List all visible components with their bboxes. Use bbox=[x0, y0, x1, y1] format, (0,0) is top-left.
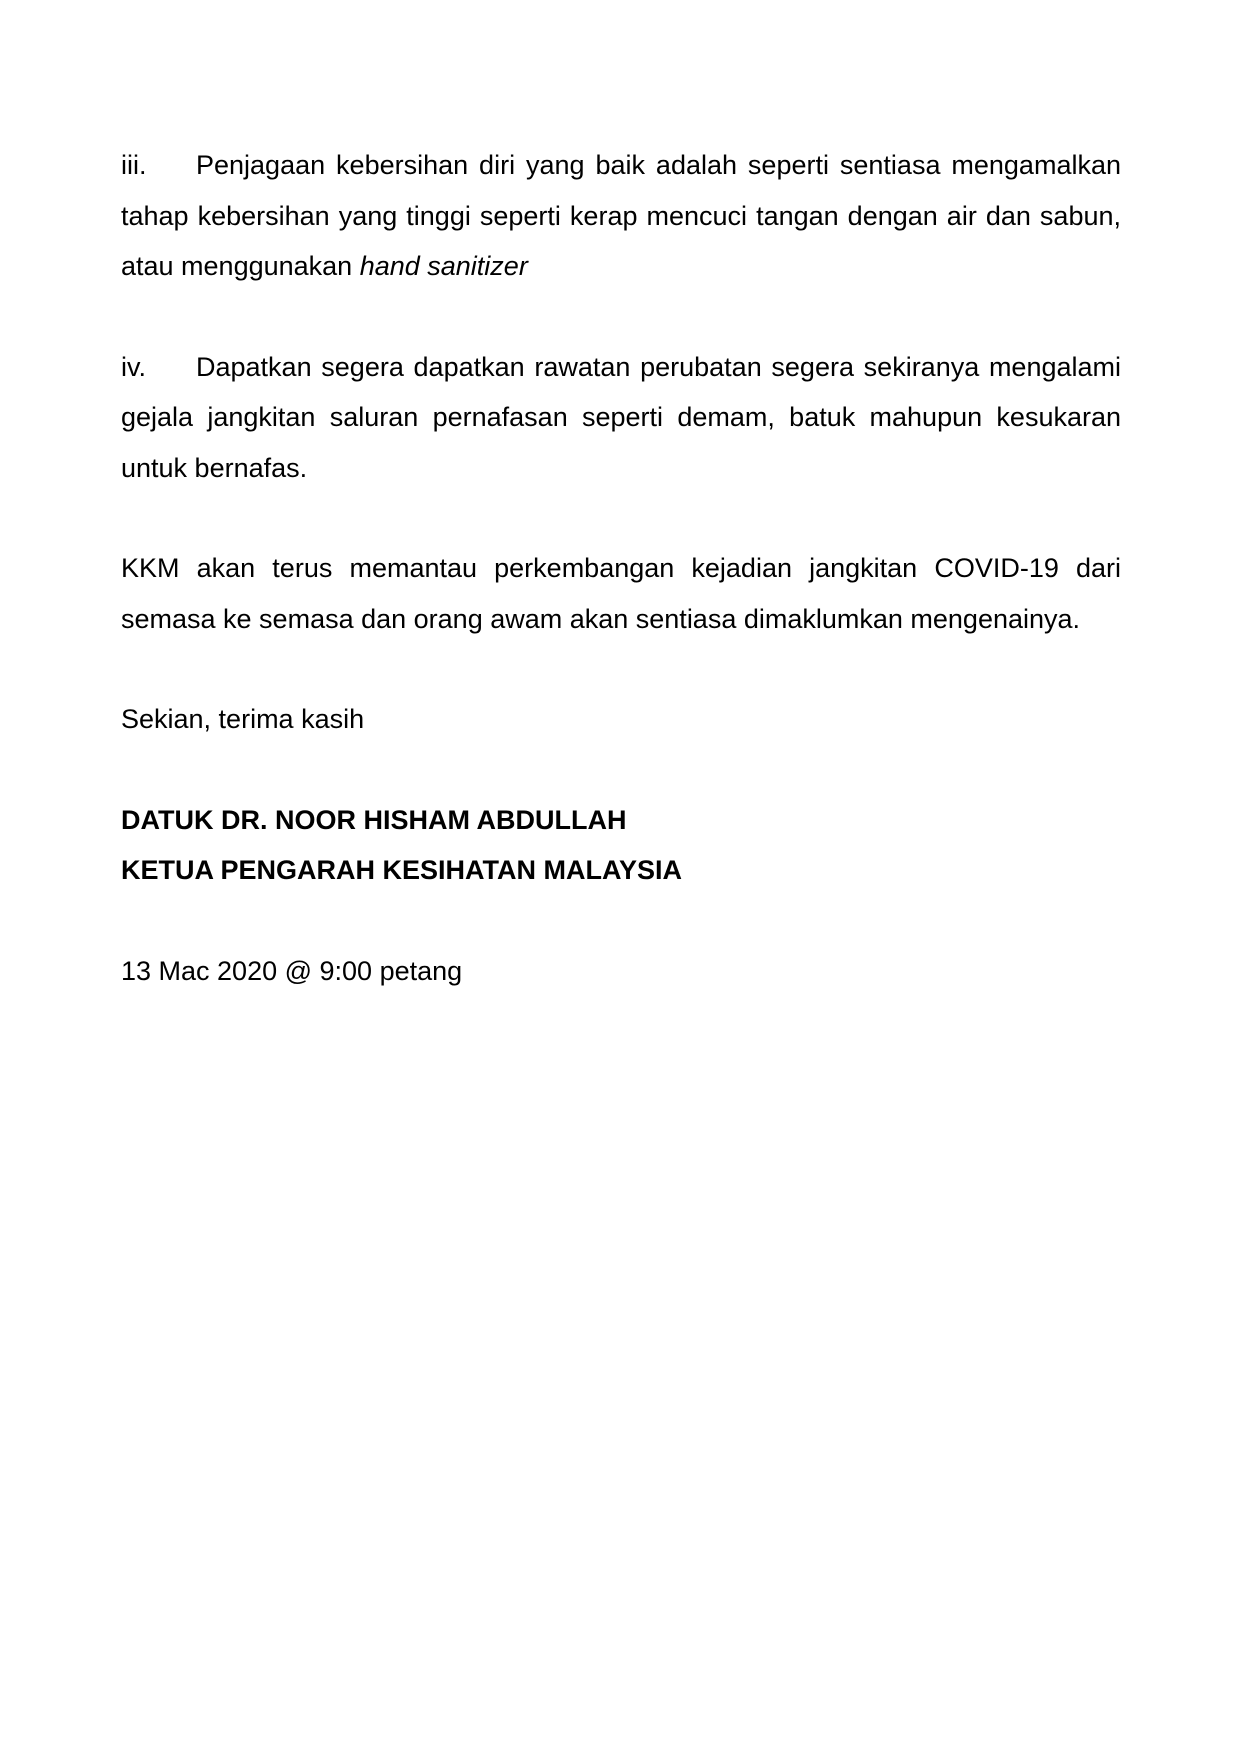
list-marker: iv. bbox=[121, 351, 146, 382]
list-item-italic-text: hand sanitizer bbox=[359, 251, 528, 281]
closing-text: Sekian, terima kasih bbox=[121, 704, 365, 734]
signatory-title: KETUA PENGARAH KESIHATAN MALAYSIA bbox=[121, 855, 683, 885]
date-line: 13 Mac 2020 @ 9:00 petang bbox=[121, 955, 463, 986]
document-page bbox=[121, 140, 1121, 996]
signatory-name: DATUK DR. NOOR HISHAM ABDULLAH bbox=[121, 804, 627, 835]
body-paragraph: KKM akan terus memantau perkembangan kejadian jangkitan COVID-19 dari semasa ke semasa dan orang awam akan sentiasa dimaklumkan mengenainya. bbox=[121, 553, 1121, 634]
signature-block bbox=[121, 795, 1121, 896]
list-marker: iii. bbox=[121, 150, 147, 180]
list-item-text: Dapatkan segera dapatkan rawatan perubatan segera sekiranya mengalami gejala jangkitan saluran pernafasan seperti demam, batuk mahupun kesukaran untuk bernafas. bbox=[121, 351, 1121, 483]
list-item-iv bbox=[121, 342, 1121, 494]
list-item-text: Penjagaan kebersihan diri yang baik adalah seperti sentiasa mengamalkan tahap kebersihan yang tinggi seperti kerap mencuci tangan dengan air dan sabun, atau menggunakan bbox=[121, 150, 1121, 281]
list-item-iii bbox=[121, 140, 1121, 292]
